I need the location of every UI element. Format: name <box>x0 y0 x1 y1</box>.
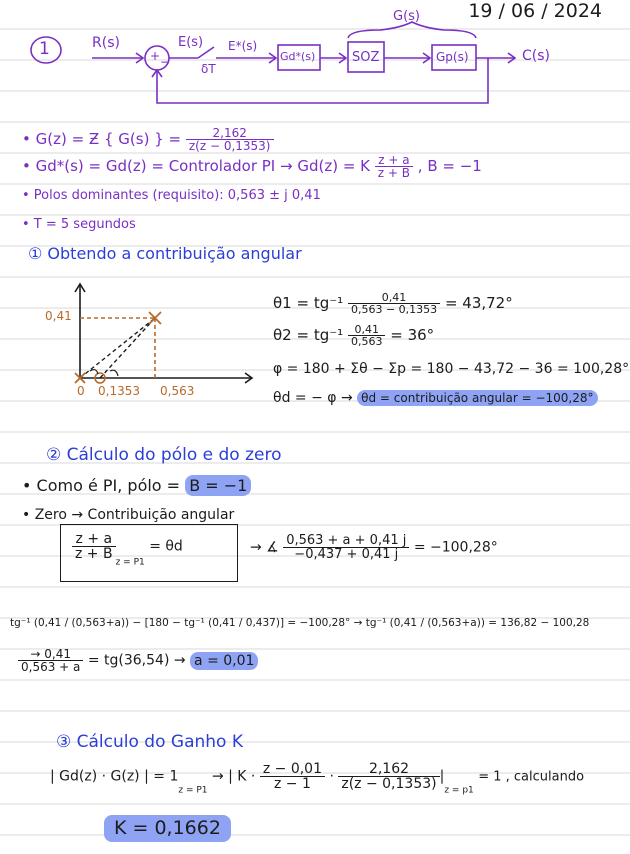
soz-block-label: SOZ <box>352 50 380 65</box>
gain-highlight: K = 0,1662 <box>104 815 231 842</box>
pi-pole-statement: • Como é PI, pólo = B = −1 <box>22 478 251 494</box>
theta2-equation: θ2 = tg⁻¹ $\frac{0,41}{0,563}$ = 36° <box>273 323 435 348</box>
theta1-equation: θ1 = tg⁻¹ $\frac{0,41}{0,563 - 0,1353}$ = 43,72° <box>273 291 513 316</box>
pole-zero-graph <box>0 270 260 400</box>
angle-condition: $\frac{z + a}{z + B}$ $_{z = P1}$ = θd <box>72 532 183 568</box>
plus-sign: + <box>150 49 161 63</box>
thetad-highlight: θd = contribuição angular = −100,28° <box>357 390 597 406</box>
section1-title: ① Obtendo a contribuição angular <box>28 244 302 263</box>
zero-result: $\frac{\to 0,41}{0,563 + a}$ = tg(36,54) → a = 0,01 <box>18 648 258 673</box>
graph-pole-label: 0,563 <box>160 384 195 398</box>
section3-title: ③ Cálculo do Ganho K <box>56 732 243 752</box>
gz-definition: • G(z) = Ƶ { G(s) } = $\frac{2,162}{z(z - 0,1353)}$ <box>22 127 274 152</box>
angle-equation-line: tg⁻¹ (0,41 / (0,563+a)) − [180 − tg⁻¹ (0,41 / 0,437)] = −100,28° → tg⁻¹ (0,41 / (0,563+a)) = 136,82 − 100,28 <box>10 617 590 629</box>
phi-equation: φ = 180 + Σθ − Σp = 180 − 43,72 − 36 = 100,28° <box>273 361 630 377</box>
sampled-error-label: E*(s) <box>228 39 258 53</box>
sampling-period: • T = 5 segundos <box>22 217 136 232</box>
dominant-poles: • Polos dominantes (requisito): 0,563 ± j 0,41 <box>22 188 321 203</box>
controller-definition: • Gd*(s) = Gd(z) = Controlador PI → Gd(z) = K $\frac{z + a}{z + B}$ , B = −1 <box>22 153 482 180</box>
gain-equation: | Gd(z) · G(z) | = $1_{z = P1}$ → | K · $\frac{z - 0,01}{z - 1}$ · $\frac{2,162}{z(z - 0,1353)}$ $|_{z = p1} = 1$ , calculando <box>50 761 585 796</box>
input-label: R(s) <box>92 35 120 51</box>
error-label: E(s) <box>178 35 204 50</box>
graph-zero-label: 0,1353 <box>98 384 140 398</box>
sampler-label: δT <box>201 62 216 76</box>
minus-sign: − <box>160 55 171 69</box>
date-header: 19 / 06 / 2024 <box>468 0 602 22</box>
plant-group-label: G(s) <box>393 9 420 24</box>
zero-statement: • Zero → Contribuição angular <box>22 507 235 523</box>
controller-block-label: Gd*(s) <box>280 50 316 63</box>
section2-title: ② Cálculo do pólo e do zero <box>46 445 282 465</box>
item-number: 1 <box>39 39 50 59</box>
plant-block-label: Gp(s) <box>436 50 469 64</box>
pole-highlight: B = −1 <box>185 475 251 496</box>
output-label: C(s) <box>522 48 550 64</box>
zero-highlight: a = 0,01 <box>190 652 258 670</box>
graph-origin-label: 0 <box>77 384 85 398</box>
angle-expression: → ∡ $\frac{0,563 + a + 0,41 j}{-0,437 + 0,41 j}$ = −100,28° <box>250 533 498 562</box>
graph-y-label: 0,41 <box>45 309 72 323</box>
thetad-equation: θd = − φ → θd = contribuição angular = −100,28° <box>273 391 598 405</box>
